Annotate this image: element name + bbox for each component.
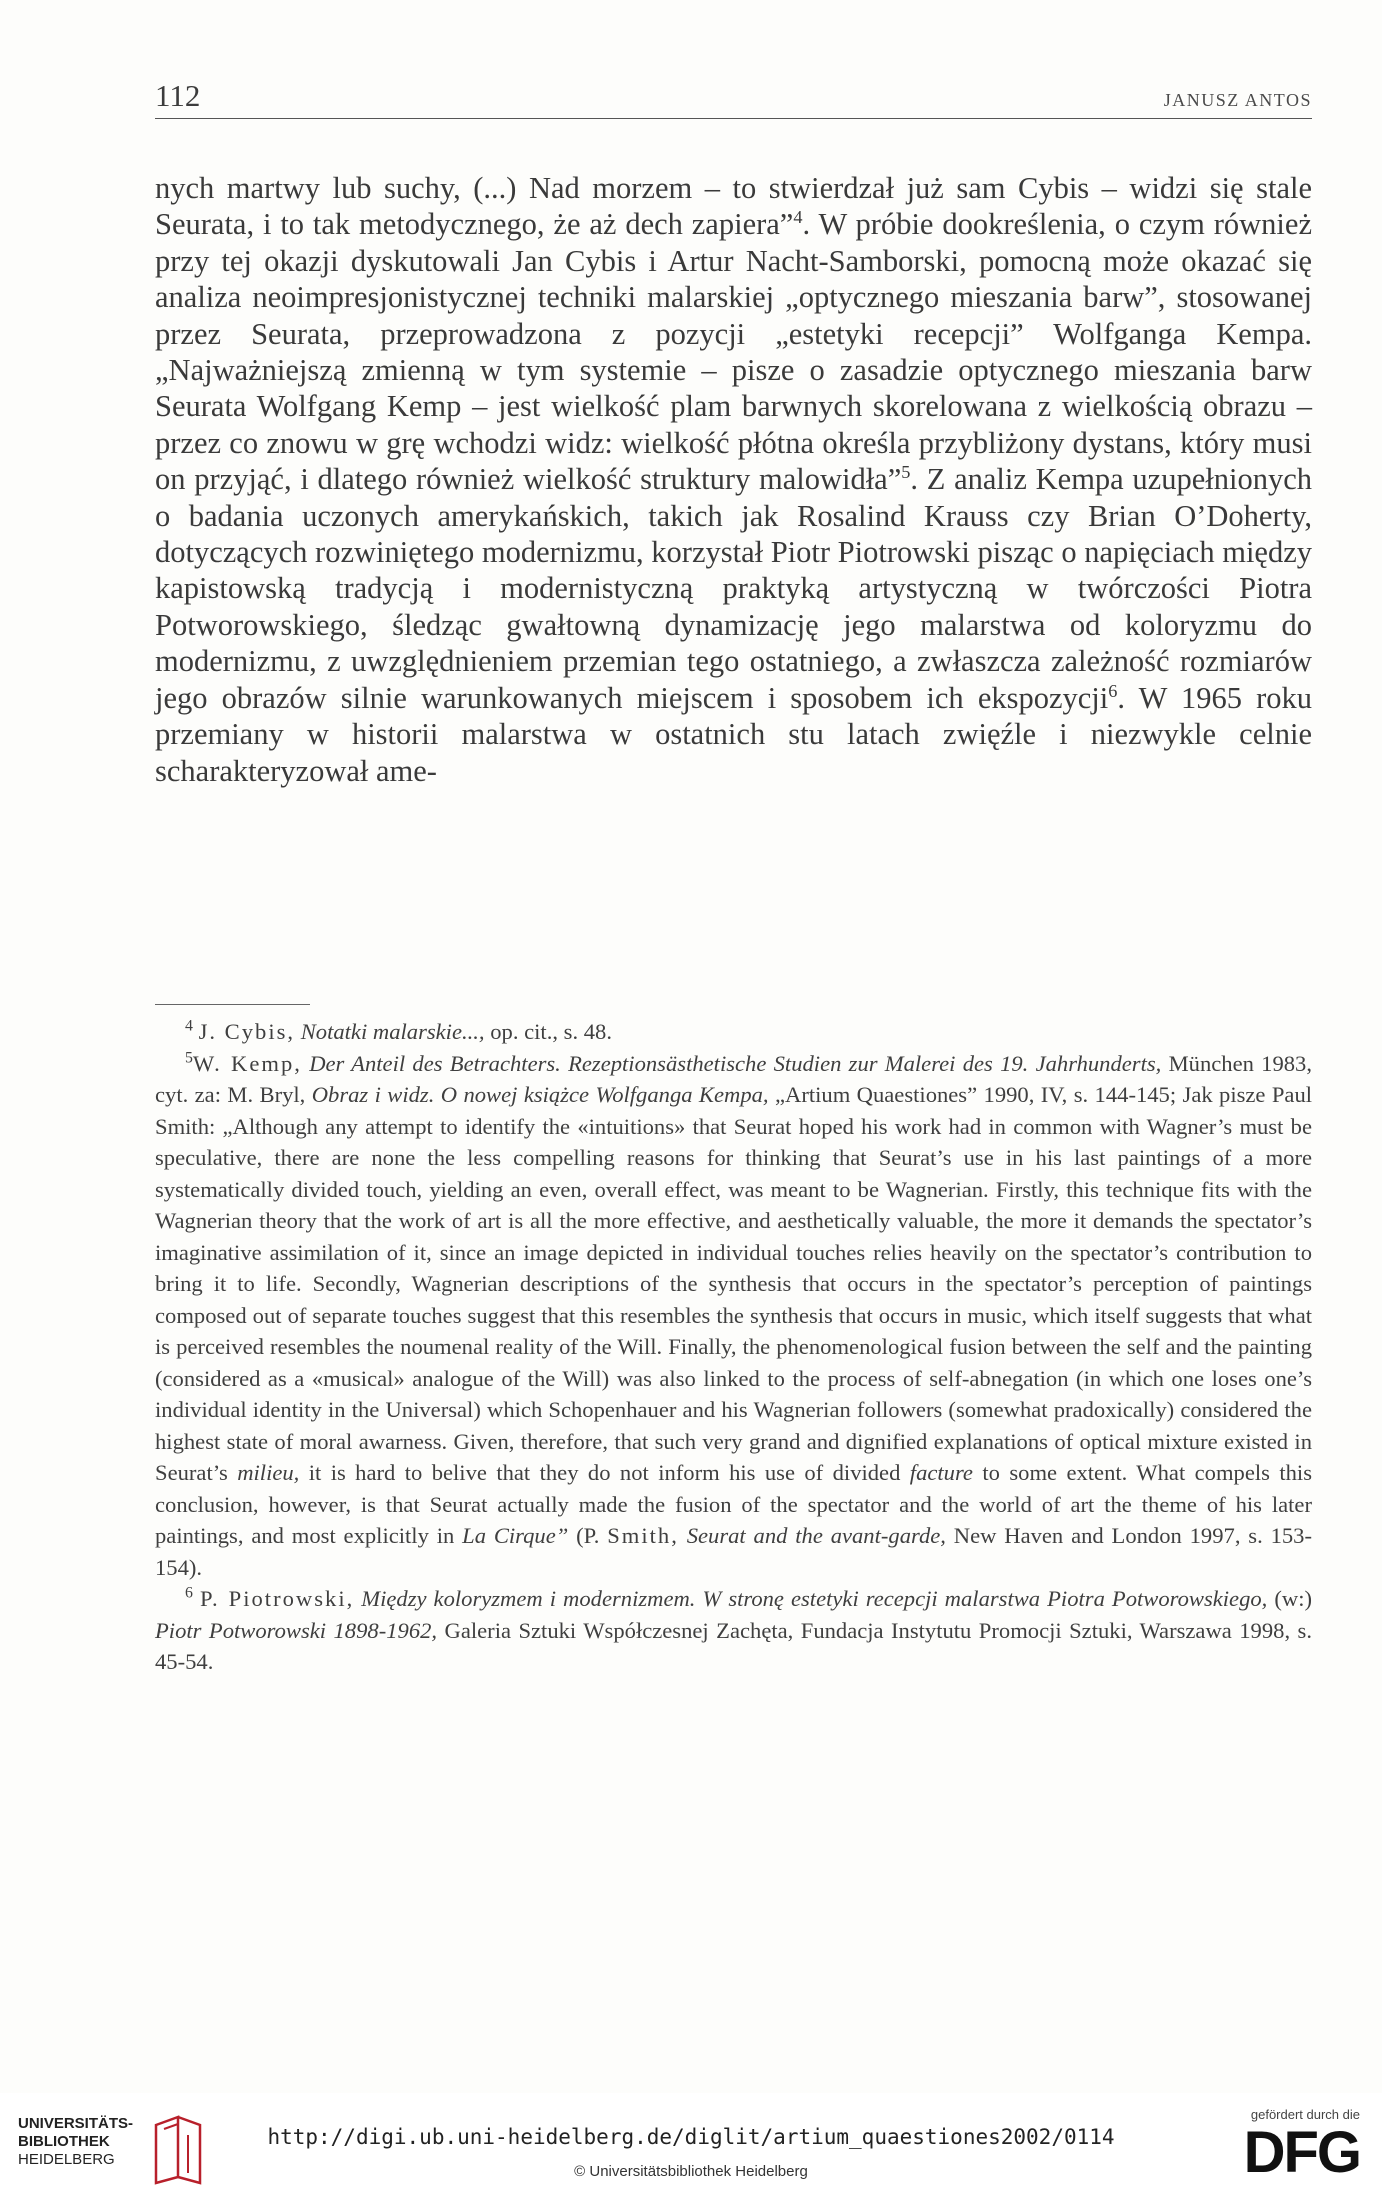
footnote-ref-4: 4 <box>793 207 803 228</box>
footnote-number: 6 <box>185 1584 193 1602</box>
text-run: . Z analiz Kempa uzupełnionych o badania uczonych amerykańskich, takich jak Rosalind Krauss czy Brian O’Doherty, dotyczących rozwiniętego modernizmu, korzystał Piotr Piotrowski pisząc o napięciach między kapistowską tradycją i modernistyczną praktyką artystyczną w twórczości Piotra Potworowskiego, śledząc gwałtowną dynamizację jego malarstwa od koloryzmu do modernizmu, z uwzględnieniem przemian tego ostatniego, a zwłaszcza zależność rozmiarów jego obrazów silnie warunkowanych miejscem i sposobem ich ekspozycji <box>155 462 1312 715</box>
running-head: JANUSZ ANTOS <box>1163 90 1312 110</box>
ub-line: HEIDELBERG <box>18 2151 115 2168</box>
footnote-5 <box>155 1048 1312 1584</box>
ub-line: BIBLIOTHEK <box>18 2133 110 2150</box>
footnote-ref-6: 6 <box>1108 680 1118 701</box>
footnote-number: 4 <box>185 1017 193 1035</box>
footnote-number: 5 <box>185 1048 193 1066</box>
footnote-author: J. Cybis, <box>198 1019 296 1044</box>
copyright-text: © Universitätsbibliothek Heidelberg <box>574 2163 808 2180</box>
footnote-text: New Haven and London 1997, s. 153-154). <box>155 1523 1312 1580</box>
footnote-text: it is hard to belive that they do not inform his use of divided <box>299 1460 910 1485</box>
text-run: . W 1965 roku przemiany w historii malarstwa w ostatnich stu latach zwięźle i niezwykle celnie scharakteryzował ame- <box>155 680 1312 788</box>
footnote-text: „Artium Quaestiones” 1990, IV, s. 144-145; Jak pisze Paul Smith: „Although any attempt to identify the «intuitions» that Seurat hoped his work had in common with Wagner’s must be speculative, there are none the less compelling reasons for thinking that Seurat’s use in his last paintings of a more systematically divided touch, yielding an even, overall effect, was meant to be Wagnerian. Firstly, this technique fits with the Wagnerian theory that the work of art is all the more effective, and aesthetically valuable, the more it demands the spectator’s imaginative assimilation of it, since an image depicted in individual touches relies heavily on the spectator’s contribution to bring it to life. Secondly, Wagnerian descriptions of the synthesis that occurs in the spectator’s perception of paintings composed out of separate touches suggest that this resembles the synthesis that occurs in music, which itself suggests that what is perceived resembles the noumenal reality of the Will. Finally, the phenomenological fusion between the self and the painting (considered as a «musical» analogue of the Will) was also linked to the process of self-abnegation (in which one loses one’s individual identity in the Universal) which Schopenhauer and his Wagnerian followers (somewhat pradoxically) considered the highest state of moral awarness. Given, therefore, that such very grand and dignified explanations of optical mixture existed in Seurat’s <box>155 1082 1313 1485</box>
text-run: . W próbie dookreślenia, o czym również przy tej okazji dyskutowali Jan Cybis i Artur Nacht-Samborski, pomocną może okazać się analiza neoimpresjonistycznej techniki malarskiej „optycznego mieszania barw”, stosowanej przez Seurata, przeprowadzona z pozycji „estetyki recepcji” Wolfganga Kempa. „Najważniejszą zmienną w tym systemie – pisze o zasadzie optycznego mieszania barw Seurata Wolfgang Kemp – jest wielkość plam barwnych skorelowana z wielkością obrazu – przez co znowu w grę wchodzi widz: wielkość płótna określa przybliżony dystans, który musi on przyjąć, i dlatego również wielkość struktury malowidła” <box>155 207 1312 497</box>
dfg-logo[interactable] <box>1230 2107 1360 2187</box>
footnote-author: P. Piotrowski, <box>199 1586 355 1611</box>
footnote-4 <box>155 1016 1312 1048</box>
dfg-caption: gefördert durch die <box>1250 2107 1360 2122</box>
footnote-author: Smith, <box>607 1523 679 1548</box>
ub-line: UNIVERSITÄTS- <box>18 2115 134 2132</box>
page-number: 112 <box>155 78 201 113</box>
digitization-footer <box>0 2093 1382 2197</box>
footnote-ref-5: 5 <box>901 462 911 483</box>
footnote-6 <box>155 1583 1312 1678</box>
footnote-divider <box>155 1004 310 1005</box>
footnote-text: to some extent. What compels this conclusion, however, is that Seurat actually made the fusion of the spectator and the world of art the theme of his later paintings, and most explicitly in <box>155 1460 1312 1548</box>
footnote-title: Der Anteil des Betrachters. Rezeptionsästhetische Studien zur Malerei des 19. Jahrhunderts, <box>309 1050 1162 1076</box>
footnotes <box>155 1016 1312 1678</box>
footnote-text: (w:) <box>1267 1586 1312 1611</box>
text-run: nych martwy lub suchy, (...) Nad morzem – to stwierdzał już sam Cybis – widzi się stale Seurata, i to tak metodycznego, że aż dech zapiera” <box>155 171 1312 242</box>
paragraph <box>155 170 1312 789</box>
footnote-title: Obraz i widz. O nowej książce Wolfganga Kempa, <box>311 1082 769 1107</box>
footnote-italic: La Cirque” <box>462 1523 569 1548</box>
source-url-link[interactable]: http://digi.ub.uni-heidelberg.de/diglit/artium_quaestiones2002/0114 <box>267 2125 1115 2149</box>
footnote-italic: facture <box>909 1460 973 1485</box>
footnote-author: W. Kemp, <box>192 1050 302 1076</box>
footnote-title: Między koloryzmem i modernizmem. W stronę estetyki recepcji malarstwa Piotra Potworowskiego, <box>354 1586 1268 1611</box>
footnote-text: Galeria Sztuki Współczesnej Zachęta, Fundacja Instytutu Promocji Sztuki, Warszawa 1998, s. 45-54. <box>155 1617 1312 1674</box>
footnote-text: München 1983, cyt. za: M. Bryl, <box>155 1050 1313 1107</box>
footnote-title: Piotr Potworowski 1898-1962, <box>155 1617 438 1643</box>
footnote-text: op. cit., s. 48. <box>484 1019 612 1044</box>
footnote-text: (P. <box>568 1523 608 1548</box>
footnote-title: Seurat and the avant-garde, <box>678 1523 946 1548</box>
footnote-italic: milieu, <box>237 1460 300 1485</box>
footnote-title: Notatki malarskie..., <box>300 1019 485 1044</box>
dfg-wordmark: DFG <box>1243 2120 1360 2185</box>
main-text <box>155 170 1312 789</box>
page-header <box>155 78 1312 119</box>
